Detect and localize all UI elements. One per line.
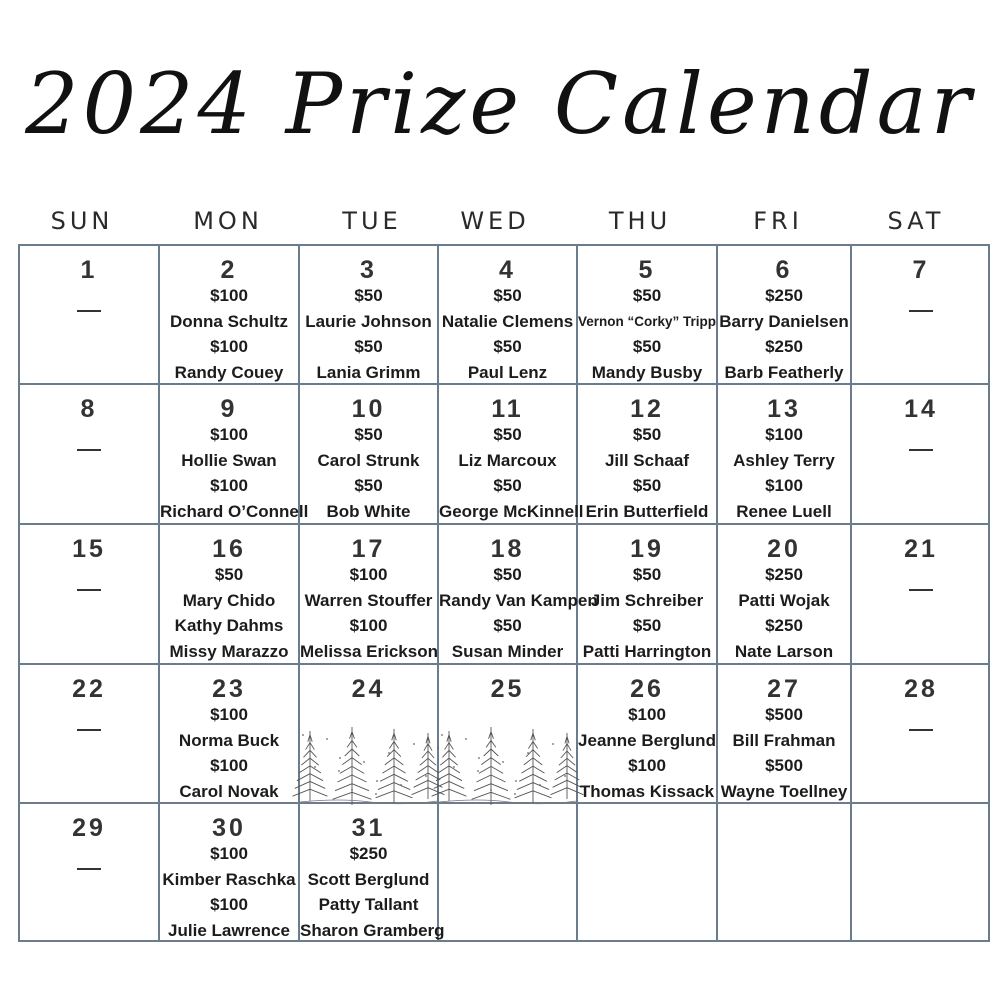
winner-name: Randy Van Kampen bbox=[439, 590, 598, 610]
day-number: 1 bbox=[80, 256, 98, 284]
day-number: 15 bbox=[72, 535, 106, 563]
day-cell-8 bbox=[20, 385, 160, 525]
christmas-trees-icon bbox=[300, 723, 438, 805]
day-cell-1 bbox=[20, 246, 160, 385]
winner-name: Richard O’Connell bbox=[160, 501, 309, 521]
day-number: 6 bbox=[775, 256, 793, 284]
day-cell-10 bbox=[300, 385, 439, 525]
day-cell-14 bbox=[852, 385, 990, 525]
day-cell-13 bbox=[718, 385, 852, 525]
winner-name: Susan Minder bbox=[451, 641, 564, 661]
prize-amount: $50 bbox=[632, 425, 662, 444]
no-prize-dash bbox=[77, 868, 101, 870]
day-number: 2 bbox=[220, 256, 238, 284]
prize-amount: $50 bbox=[354, 337, 383, 356]
winner-name: Missy Marazzo bbox=[169, 641, 289, 661]
day-number: 17 bbox=[351, 535, 386, 563]
prize-amount: $100 bbox=[210, 844, 248, 863]
winner-name: Jim Schreiber bbox=[590, 590, 704, 610]
prize-amount: $250 bbox=[349, 844, 388, 863]
winner-name: Lania Grimm bbox=[316, 362, 421, 382]
no-prize-dash bbox=[909, 729, 933, 731]
day-number: 5 bbox=[638, 256, 656, 284]
prize-amount: $100 bbox=[210, 286, 248, 305]
winner-name: Jill Schaaf bbox=[604, 450, 690, 470]
day-number: 23 bbox=[212, 675, 246, 703]
day-number: 31 bbox=[351, 814, 386, 842]
prize-amount: $250 bbox=[765, 337, 803, 356]
day-cell-17 bbox=[300, 525, 439, 665]
winner-name: Mandy Busby bbox=[591, 362, 703, 382]
prize-amount: $100 bbox=[349, 616, 388, 635]
winner-name: Bob White bbox=[326, 501, 411, 521]
winner-name: Patti Harrington bbox=[582, 641, 712, 661]
prize-amount: $50 bbox=[632, 616, 662, 635]
day-number: 20 bbox=[767, 535, 801, 563]
winner-name: Mary Chido bbox=[182, 590, 276, 610]
day-number: 11 bbox=[491, 395, 524, 423]
day-number: 14 bbox=[904, 395, 938, 423]
winner-name: Erin Butterfield bbox=[585, 501, 709, 521]
winner-name: Laurie Johnson bbox=[305, 311, 432, 331]
weekday-wed: WED bbox=[460, 207, 530, 235]
day-cell-7 bbox=[852, 246, 990, 385]
prize-amount: $50 bbox=[493, 616, 522, 635]
no-prize-dash bbox=[77, 449, 101, 451]
day-cell-18 bbox=[439, 525, 598, 665]
day-number: 24 bbox=[351, 675, 386, 703]
winner-name: Natalie Clemens bbox=[441, 311, 574, 331]
no-prize-dash bbox=[909, 449, 933, 451]
winner-name: Carol Strunk bbox=[317, 450, 420, 470]
winner-name: Donna Schultz bbox=[169, 311, 289, 331]
day-cell-31 bbox=[300, 804, 445, 942]
day-cell-12 bbox=[578, 385, 718, 525]
no-prize-dash bbox=[77, 589, 101, 591]
prize-amount: $100 bbox=[210, 756, 248, 775]
winner-name: Randy Couey bbox=[174, 362, 284, 382]
day-number: 18 bbox=[490, 535, 525, 563]
weekday-tue: TUE bbox=[342, 207, 402, 235]
day-number: 12 bbox=[630, 395, 664, 423]
empty-cell bbox=[852, 804, 990, 942]
prize-amount: $100 bbox=[765, 476, 803, 495]
prize-amount: $100 bbox=[349, 565, 388, 584]
day-number: 21 bbox=[904, 535, 938, 563]
prize-amount: $250 bbox=[765, 565, 803, 584]
day-number: 28 bbox=[904, 675, 938, 703]
day-number: 3 bbox=[360, 256, 377, 284]
weekday-sun: SUN bbox=[50, 207, 114, 235]
weekday-sat: SAT bbox=[887, 207, 945, 235]
calendar-grid bbox=[18, 244, 990, 942]
winner-name: Jeanne Berglund bbox=[578, 730, 716, 750]
winner-name: Melissa Erickson bbox=[300, 641, 438, 661]
winner-name: Julie Lawrence bbox=[168, 920, 290, 940]
prize-amount: $500 bbox=[765, 705, 803, 724]
day-cell-21 bbox=[852, 525, 990, 665]
day-cell-22 bbox=[20, 665, 160, 804]
day-cell-28 bbox=[852, 665, 990, 804]
empty-cell bbox=[439, 804, 578, 942]
winner-name: Thomas Kissack bbox=[579, 781, 715, 801]
day-cell-25 bbox=[439, 665, 578, 804]
weekday-mon: MON bbox=[193, 207, 263, 235]
prize-amount: $250 bbox=[765, 616, 803, 635]
winner-name: Patty Tallant bbox=[318, 895, 419, 914]
day-number: 22 bbox=[72, 675, 106, 703]
winner-name: Renee Luell bbox=[736, 501, 832, 521]
prize-amount: $50 bbox=[493, 286, 522, 305]
prize-amount: $100 bbox=[210, 476, 248, 495]
prize-amount: $100 bbox=[210, 337, 248, 356]
no-prize-dash bbox=[909, 310, 933, 312]
day-cell-5 bbox=[578, 246, 718, 385]
day-cell-16 bbox=[160, 525, 300, 665]
winner-name: Barry Danielsen bbox=[719, 311, 849, 331]
day-cell-20 bbox=[718, 525, 852, 665]
winner-name: Bill Frahman bbox=[732, 730, 836, 750]
no-prize-dash bbox=[909, 589, 933, 591]
winner-name: Sharon Gramberg bbox=[300, 920, 445, 940]
day-cell-4 bbox=[439, 246, 578, 385]
prize-amount: $100 bbox=[628, 705, 666, 724]
winner-name: Vernon “Corky” Tripp bbox=[578, 313, 717, 329]
day-number: 7 bbox=[912, 256, 930, 284]
prize-amount: $50 bbox=[632, 476, 662, 495]
winner-name: Nate Larson bbox=[734, 641, 834, 661]
winner-name: Barb Featherly bbox=[724, 362, 844, 382]
prize-amount: $50 bbox=[354, 425, 383, 444]
day-number: 10 bbox=[351, 395, 386, 423]
day-cell-26 bbox=[578, 665, 718, 804]
day-number: 8 bbox=[80, 395, 98, 423]
day-cell-11 bbox=[439, 385, 584, 525]
day-number: 9 bbox=[220, 395, 238, 423]
winner-name: Ashley Terry bbox=[733, 450, 835, 470]
weekday-thu: THU bbox=[608, 207, 672, 235]
day-cell-3 bbox=[300, 246, 439, 385]
day-cell-2 bbox=[160, 246, 300, 385]
day-number: 29 bbox=[72, 814, 106, 842]
day-number: 16 bbox=[212, 535, 246, 563]
winner-name: Norma Buck bbox=[178, 730, 280, 750]
day-cell-30 bbox=[160, 804, 300, 942]
day-cell-9 bbox=[160, 385, 309, 525]
day-cell-29 bbox=[20, 804, 160, 942]
prize-amount: $100 bbox=[628, 756, 666, 775]
prize-amount: $50 bbox=[632, 337, 662, 356]
prize-amount: $50 bbox=[354, 476, 383, 495]
day-number: 26 bbox=[630, 675, 664, 703]
day-number: 19 bbox=[630, 535, 664, 563]
no-prize-dash bbox=[77, 310, 101, 312]
day-cell-27 bbox=[718, 665, 852, 804]
empty-cell bbox=[718, 804, 852, 942]
winner-name: Scott Berglund bbox=[307, 869, 430, 889]
prize-amount: $100 bbox=[210, 705, 248, 724]
weekday-fri: FRI bbox=[753, 207, 803, 235]
prize-amount: $100 bbox=[765, 425, 803, 444]
prize-amount: $50 bbox=[214, 565, 244, 584]
day-number: 4 bbox=[499, 256, 516, 284]
day-cell-24 bbox=[300, 665, 439, 804]
day-cell-15 bbox=[20, 525, 160, 665]
christmas-trees-icon bbox=[439, 723, 577, 805]
winner-name: Wayne Toellney bbox=[720, 781, 848, 801]
empty-cell bbox=[578, 804, 718, 942]
prize-amount: $50 bbox=[493, 476, 522, 495]
day-cell-19 bbox=[578, 525, 718, 665]
day-number: 30 bbox=[212, 814, 246, 842]
no-prize-dash bbox=[77, 729, 101, 731]
winner-name: Kimber Raschka bbox=[162, 869, 296, 889]
prize-amount: $100 bbox=[210, 895, 248, 914]
winner-name: Liz Marcoux bbox=[458, 450, 557, 470]
prize-amount: $50 bbox=[493, 337, 522, 356]
prize-amount: $500 bbox=[765, 756, 803, 775]
winner-name: Kathy Dahms bbox=[174, 616, 284, 635]
day-number: 27 bbox=[767, 675, 801, 703]
weekday-header bbox=[18, 203, 990, 239]
winner-name: Carol Novak bbox=[179, 781, 279, 801]
page-title: 2024 Prize Calendar bbox=[25, 55, 975, 153]
winner-name: Paul Lenz bbox=[467, 362, 548, 382]
prize-amount: $100 bbox=[210, 425, 248, 444]
prize-amount: $50 bbox=[354, 286, 383, 305]
winner-name: Hollie Swan bbox=[181, 450, 277, 470]
day-number: 13 bbox=[767, 395, 801, 423]
winner-name: Patti Wojak bbox=[738, 590, 830, 610]
day-cell-23 bbox=[160, 665, 300, 804]
day-cell-6 bbox=[718, 246, 852, 385]
winner-name: George McKinnell bbox=[439, 501, 584, 521]
prize-amount: $50 bbox=[493, 425, 522, 444]
prize-amount: $250 bbox=[765, 286, 803, 305]
prize-amount: $50 bbox=[493, 565, 522, 584]
prize-amount: $50 bbox=[632, 286, 662, 305]
winner-name: Warren Stouffer bbox=[304, 590, 433, 610]
prize-amount: $50 bbox=[632, 565, 662, 584]
day-number: 25 bbox=[490, 675, 525, 703]
